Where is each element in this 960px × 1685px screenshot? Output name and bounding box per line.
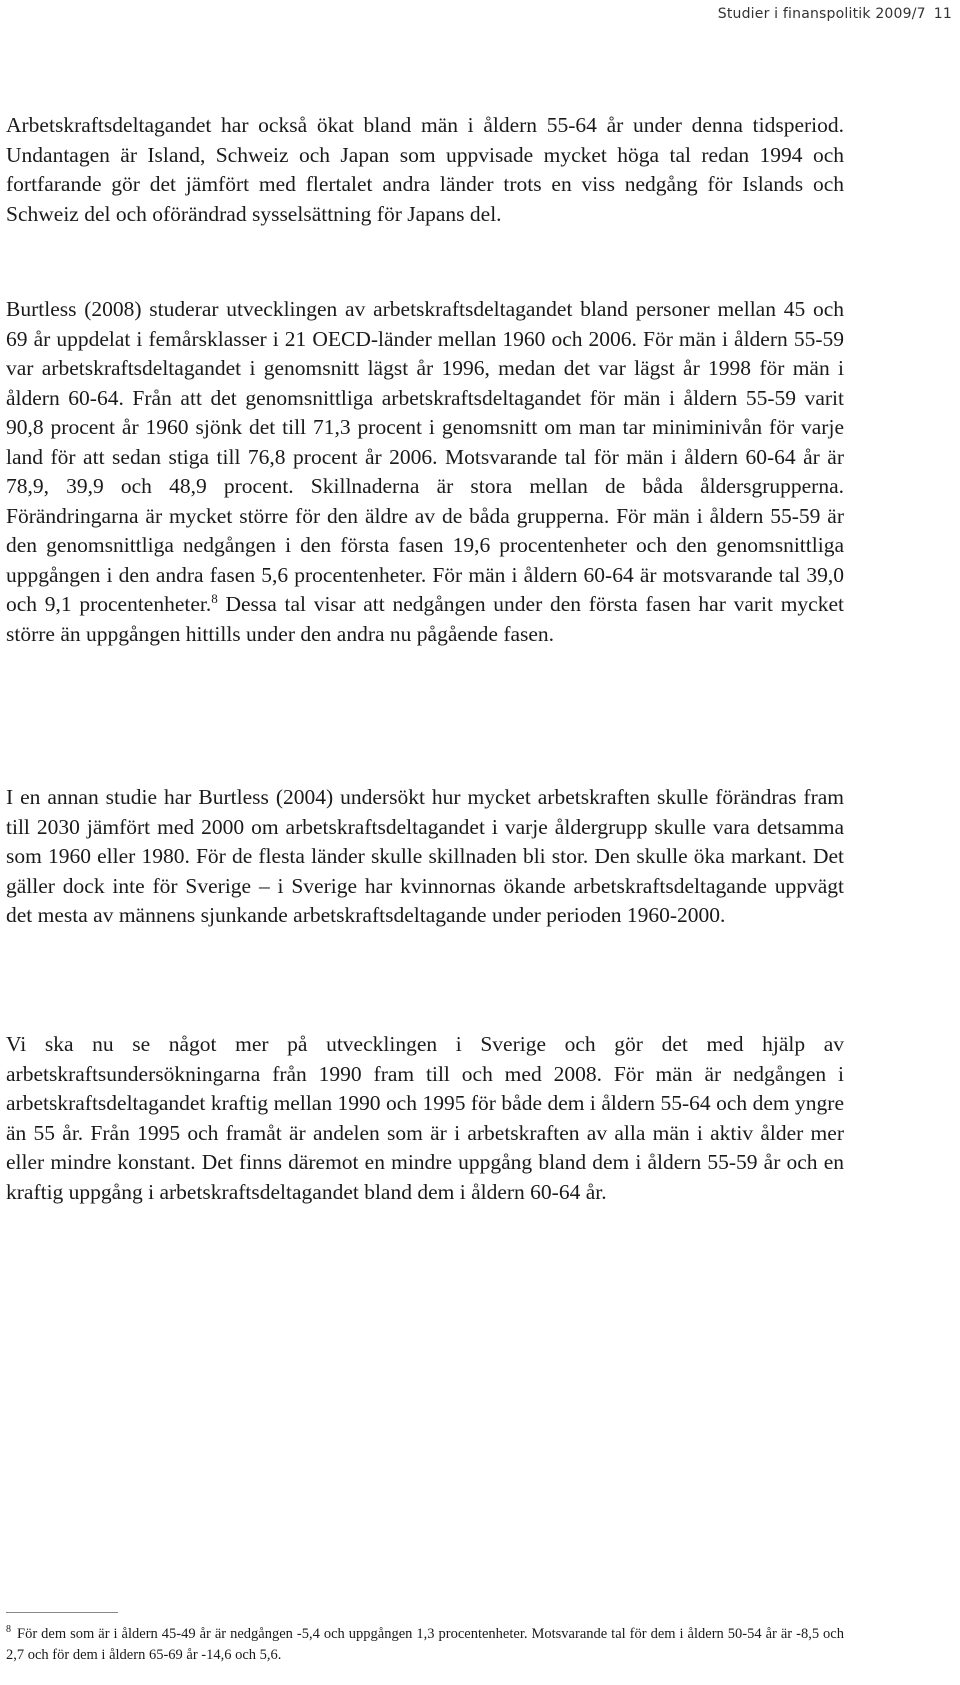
paragraph-4: Vi ska nu se något mer på utvecklingen i Sverige och gör det med hjälp av arbetskraftsundersökningarna från 1990 fram till och med 2008. För män är nedgången i arbetskraftsdeltagandet kraftig mellan 1990 och 1995 för både dem i åldern 55-64 och dem yngre än 55 år. Från 1995 och framåt är andelen som är i arbetskraften av alla män i aktiv ålder mer eller mindre konstant. Det finns däremot en mindre uppgång bland dem i åldern 55-59 år och en kraftig uppgång i arbetskraftsdeltagandet bland dem i åldern 60-64 år. — [6, 1032, 844, 1204]
footnote-text: För dem som är i åldern 45-49 år är nedgången -5,4 och uppgången 1,3 procentenheter. Motsvarande tal för dem i åldern 50-54 år är -8,5 och 2,7 och för dem i åldern 65-69 år -14,6 och 5,6. — [6, 1626, 844, 1663]
paragraph-3: I en annan studie har Burtless (2004) undersökt hur mycket arbetskraften skulle förändras fram till 2030 jämfört med 2000 om arbetskraftsdeltagandet i varje åldergrupp skulle vara detsamma som 1960 eller 1980. För de flesta länder skulle skillnaden bli stor. Den skulle öka markant. Det gäller dock inte för Sverige – i Sverige har kvinnornas ökande arbetskraftsdeltagande uppvägt det mesta av männens sjunkande arbetskraftsdeltagande under perioden 1960-2000. — [6, 785, 844, 927]
paragraph-2 — [6, 295, 844, 649]
footnote — [6, 1624, 844, 1666]
footnote-mark: 8 — [6, 1624, 11, 1636]
page-header — [718, 6, 952, 22]
running-title: Studier i finanspolitik 2009/7 — [717, 6, 926, 22]
page-number: 11 — [933, 6, 952, 22]
footnote-divider — [6, 1612, 118, 1613]
paragraph-2-text-continued: Dessa tal visar att nedgången under den första fasen har varit mycket större än uppgången hittills under den andra nu pågående fasen. — [6, 592, 844, 646]
footnote-reference[interactable]: 8 — [211, 590, 218, 606]
paragraph-1: Arbetskraftsdeltagandet har också ökat bland män i åldern 55-64 år under denna tidsperiod. Undantagen är Island, Schweiz och Japan som uppvisade mycket höga tal redan 1994 och fortfarande gör det jämfört med flertalet andra länder trots en viss nedgång för Islands och Schweiz del och oförändrad sysselsättning för Japans del. — [6, 113, 844, 226]
paragraph-2-text: Burtless (2008) studerar utvecklingen av arbetskraftsdeltagandet bland personer mellan 45 och 69 år uppdelat i femårsklasser i 21 OECD-länder mellan 1960 och 2006. För män i åldern 55-59 var arbetskraftsdeltagandet i genomsnitt lägst år 1996, medan det var lägst år 1998 för män i åldern 60-64. Från att det genomsnittliga arbetskraftsdeltagandet för män i åldern 55-59 varit 90,8 procent år 1960 sjönk det till 71,3 procent i genomsnitt om man tar miniminivån för varje land för att sedan stiga till 76,8 procent år 2006. Motsvarande tal för män i åldern 60-64 år är 78,9, 39,9 och 48,9 procent. Skillnaderna är stora mellan de båda åldersgrupperna. Förändringarna är mycket större för den äldre av de båda grupperna. För män i åldern 55-59 är den genomsnittliga nedgången i den första fasen 19,6 procentenheter och den genomsnittliga uppgången i den andra fasen 5,6 procentenheter. För män i åldern 60-64 är motsvarande tal 39,0 och 9,1 procentenheter. — [6, 297, 844, 616]
